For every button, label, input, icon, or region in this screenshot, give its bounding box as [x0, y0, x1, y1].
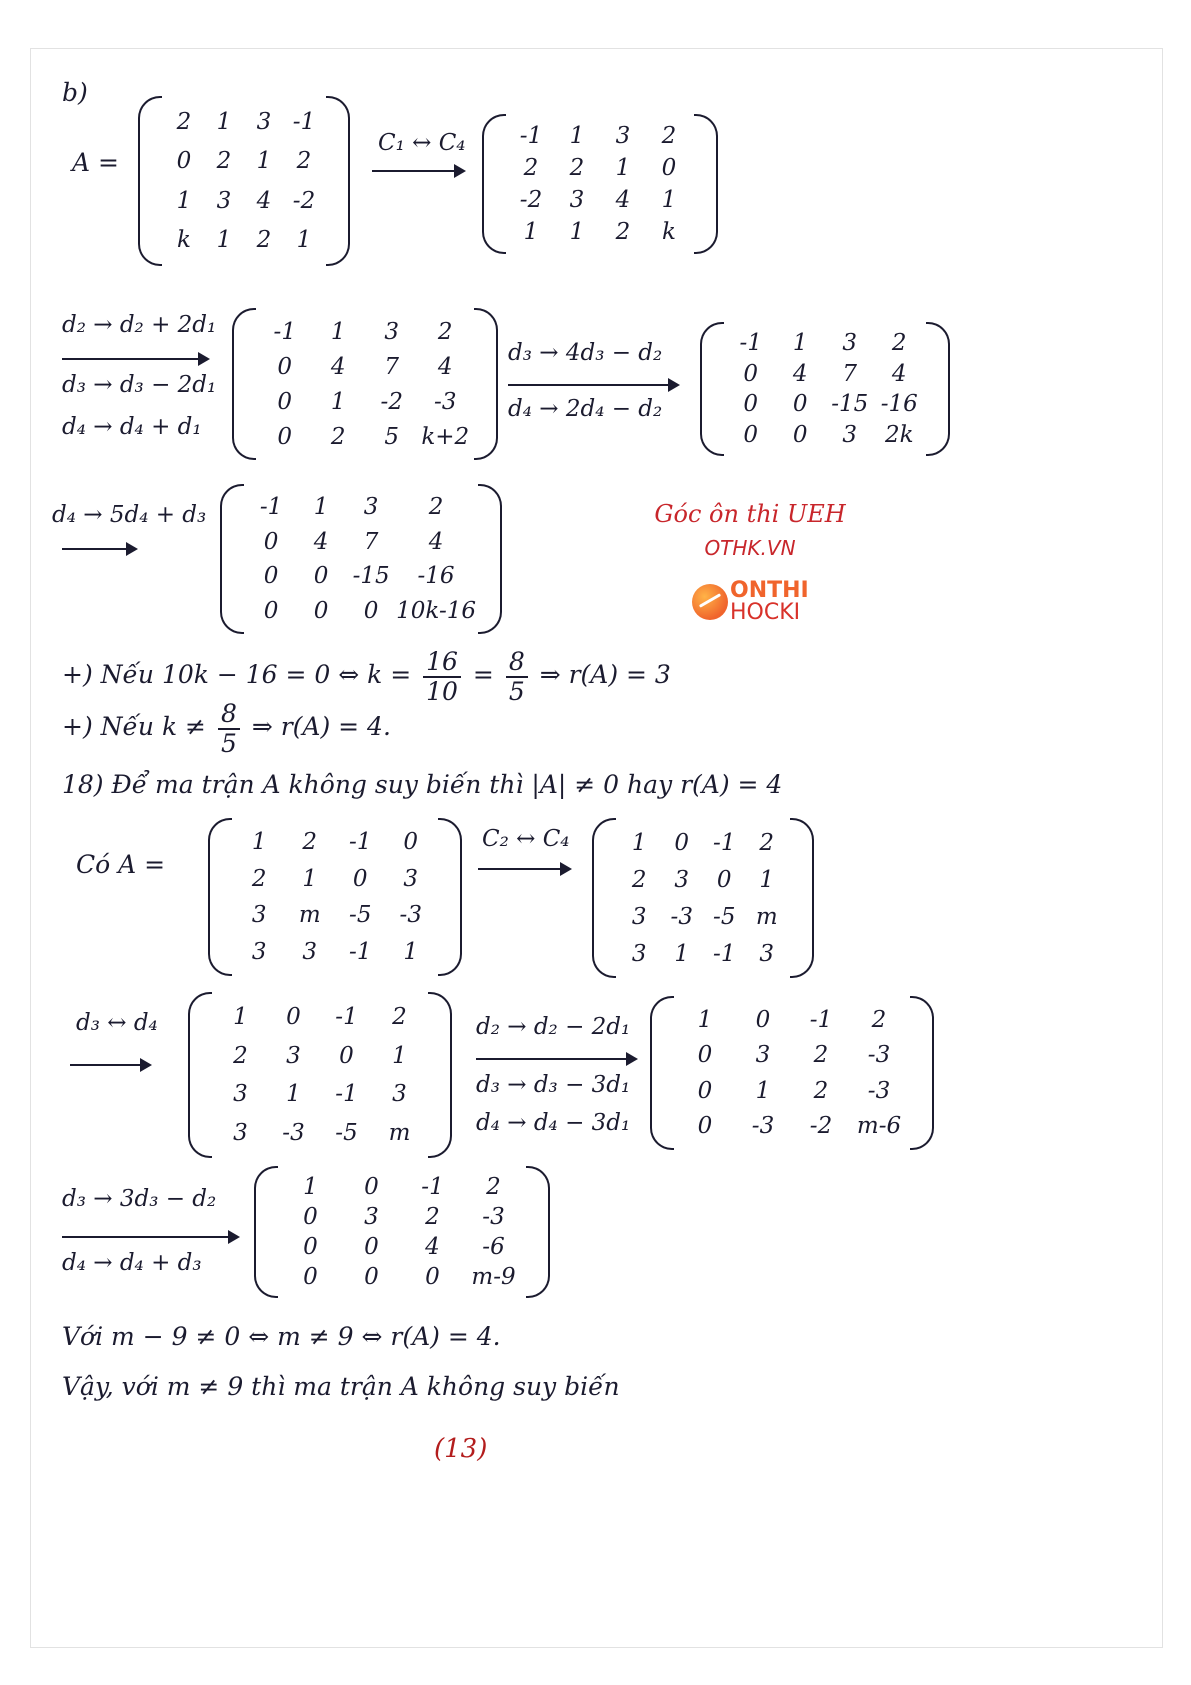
matrix-entry: 2: [813, 1077, 829, 1104]
denominator: 5: [220, 728, 237, 758]
matrix-entry: -16: [417, 563, 455, 590]
arrow: [62, 358, 208, 360]
denominator: 5: [508, 676, 525, 706]
matrix-entry: 3: [631, 903, 647, 930]
matrix-entry: 2: [631, 866, 647, 893]
op-row: d₄ → 5d₄ + d₃: [52, 502, 207, 528]
matrix-entry: 7: [363, 528, 379, 555]
matrix-entry: 7: [384, 353, 400, 380]
matrix-entry: 0: [263, 528, 279, 555]
matrix-grid: [214, 998, 426, 1152]
matrix-entry: 0: [303, 1204, 318, 1230]
matrix-entry: 3: [256, 108, 272, 135]
matrix-entry: 4: [425, 1234, 440, 1260]
matrix-entry: 3: [674, 866, 690, 893]
matrix-entry: 1: [523, 219, 539, 245]
ball-icon: [692, 584, 728, 620]
matrix-entry: 1: [615, 155, 631, 181]
matrix-entry: 0: [792, 421, 808, 448]
matrix-entry: 1: [392, 1042, 407, 1069]
matrix-entry: -1: [809, 1006, 833, 1033]
matrix-entry: 1: [302, 865, 318, 892]
matrix-entry: 1: [330, 318, 346, 345]
matrix-entry: 10k-16: [396, 597, 476, 624]
matrix-entry: 0: [263, 597, 279, 624]
matrix-entry: 3: [615, 123, 631, 149]
q18-matrix-step-1: [592, 818, 814, 978]
matrix-entry: 0: [364, 1174, 379, 1200]
matrix-entry: 1: [697, 1006, 713, 1033]
matrix-entry: 3: [842, 330, 858, 357]
left-bracket: [650, 996, 674, 1150]
matrix-entry: 0: [755, 1006, 771, 1033]
matrix-step-2: [232, 308, 498, 460]
matrix-grid: [618, 824, 788, 972]
matrix-entry: 0: [661, 155, 677, 181]
op-row: d₃ → 4d₃ − d₂: [508, 340, 663, 366]
matrix-entry: 3: [759, 940, 775, 967]
op-row: d₄ → d₄ + d₁: [62, 414, 202, 440]
matrix-entry: 2: [661, 123, 677, 149]
matrix-entry: -3: [282, 1119, 305, 1146]
watermark-site: OTHK.VN: [704, 536, 796, 560]
matrix-entry: 2: [615, 219, 631, 245]
arrow: [478, 868, 570, 870]
matrix-entry: 3: [403, 865, 419, 892]
matrix-entry: 3: [842, 421, 858, 448]
matrix-entry: 3: [233, 1119, 248, 1146]
right-bracket: [326, 96, 350, 266]
matrix-entry: 3: [363, 494, 379, 521]
matrix-entry: 2: [891, 330, 907, 357]
matrix-entry: 3: [384, 318, 400, 345]
watermark-title: Góc ôn thi UEH: [654, 500, 846, 528]
matrix-entry: -1: [292, 108, 316, 135]
matrix-entry: 1: [176, 187, 192, 214]
matrix-entry: 0: [313, 597, 329, 624]
op-col-swap: C₂ ↔ C₄: [482, 826, 570, 852]
matrix-entry: -1: [713, 829, 736, 856]
matrix-entry: 0: [352, 865, 368, 892]
left-bracket: [592, 818, 616, 978]
q18-condition: Với m − 9 ≠ 0 ⇔ m ≠ 9 ⇔ r(A) = 4.: [62, 1322, 501, 1351]
matrix-entry: 3: [631, 940, 647, 967]
matrix-entry: 0: [743, 421, 759, 448]
matrix-step-4: [220, 484, 502, 634]
matrix-entry: 0: [792, 391, 808, 418]
matrix-entry: 1: [330, 388, 346, 415]
matrix-entry: 0: [339, 1042, 354, 1069]
matrix-entry: m-6: [856, 1113, 902, 1140]
matrix-entry: 0: [277, 353, 293, 380]
matrix-entry: 0: [286, 1004, 301, 1031]
page-number: (13): [434, 1434, 488, 1464]
matrix-entry: 0: [697, 1077, 713, 1104]
matrix-entry: 0: [425, 1264, 440, 1290]
matrix-entry: -1: [519, 123, 543, 149]
matrix-entry: -1: [259, 494, 283, 521]
left-bracket: [232, 308, 256, 460]
matrix-entry: 2: [251, 865, 267, 892]
matrix-grid: [234, 824, 436, 970]
op-row: d₂ → d₂ + 2d₁: [62, 312, 217, 338]
matrix-entry: 1: [569, 123, 585, 149]
right-bracket: [926, 322, 950, 456]
left-bracket: [220, 484, 244, 634]
right-bracket: [474, 308, 498, 460]
matrix-entry: 1: [303, 1174, 318, 1200]
left-bracket: [208, 818, 232, 976]
matrix-entry: 0: [743, 360, 759, 387]
q18-A-label: Có A =: [76, 850, 166, 879]
matrix-entry: 1: [661, 187, 677, 213]
logo-text-bottom: HOCKI: [730, 600, 801, 625]
matrix-entry: 2: [302, 829, 318, 856]
matrix-entry: 2: [233, 1042, 248, 1069]
matrix-entry: m: [388, 1119, 411, 1146]
matrix-entry: 2: [523, 155, 539, 181]
matrix-entry: 1: [256, 148, 272, 175]
matrix-entry: 0: [176, 148, 192, 175]
matrix-grid: [164, 102, 324, 260]
matrix-entry: 2: [330, 423, 346, 450]
matrix-entry: 1: [569, 219, 585, 245]
matrix-entry: -3: [670, 903, 693, 930]
matrix-entry: -2: [519, 187, 543, 213]
matrix-entry: 0: [697, 1113, 713, 1140]
matrix-entry: 1: [313, 494, 329, 521]
case-1-suffix: ⇒ r(A) = 3: [539, 660, 671, 689]
op-row: d₄ → d₄ − 3d₁: [476, 1110, 631, 1136]
matrix-entry: 7: [842, 360, 858, 387]
part-b-label: b): [62, 78, 88, 107]
matrix-entry: -5: [335, 1119, 358, 1146]
matrix-grid: [676, 1002, 908, 1144]
matrix-entry: 0: [364, 1234, 379, 1260]
op-row: d₃ → 3d₃ − d₂: [62, 1186, 217, 1212]
arrow: [372, 170, 464, 172]
matrix-entry: 0: [674, 829, 690, 856]
equals: =: [472, 660, 494, 689]
matrix-entry: -1: [349, 829, 372, 856]
matrix-entry: -3: [482, 1204, 505, 1230]
arrow: [70, 1064, 150, 1066]
arrow: [62, 1236, 238, 1238]
matrix-grid: [508, 120, 692, 248]
logo-text-top: ONTHI: [730, 578, 809, 603]
matrix-entry: 4: [428, 528, 444, 555]
matrix-entry: 1: [251, 829, 267, 856]
matrix-entry: 2: [759, 829, 775, 856]
matrix-entry: m: [298, 902, 321, 929]
matrix-entry: 3: [251, 938, 267, 965]
left-bracket: [188, 992, 212, 1158]
matrix-entry: 4: [313, 528, 329, 555]
matrix-entry: -5: [349, 902, 372, 929]
matrix-A-label: A =: [72, 148, 119, 177]
matrix-entry: -3: [434, 388, 457, 415]
matrix-entry: 4: [891, 360, 907, 387]
op-row: d₃ → d₃ − 3d₁: [476, 1072, 631, 1098]
matrix-entry: -1: [335, 1004, 358, 1031]
matrix-entry: 2: [256, 227, 272, 254]
right-bracket: [910, 996, 934, 1150]
matrix-entry: 4: [330, 353, 346, 380]
matrix-entry: 3: [755, 1042, 771, 1069]
matrix-entry: 3: [392, 1081, 407, 1108]
matrix-entry: 1: [631, 829, 647, 856]
matrix-entry: -3: [867, 1042, 891, 1069]
case-2-prefix: +) Nếu k ≠: [62, 712, 206, 741]
left-bracket: [138, 96, 162, 266]
arrow: [508, 384, 678, 386]
op-col-swap: C₁ ↔ C₄: [378, 130, 466, 156]
q18-matrix-step-2: [188, 992, 452, 1158]
left-bracket: [254, 1166, 278, 1298]
matrix-entry: 3: [364, 1204, 379, 1230]
matrix-entry: 1: [216, 227, 232, 254]
matrix-entry: -3: [867, 1077, 891, 1104]
matrix-entry: 1: [792, 330, 808, 357]
matrix-entry: -1: [739, 330, 762, 357]
matrix-entry: 4: [256, 187, 272, 214]
matrix-entry: 0: [743, 391, 759, 418]
matrix-entry: 0: [277, 423, 293, 450]
arrow: [62, 548, 136, 550]
matrix-entry: m-9: [471, 1264, 516, 1290]
matrix-entry: 1: [755, 1077, 771, 1104]
arrow: [476, 1058, 636, 1060]
case-1-prefix: +) Nếu 10k − 16 = 0 ⇔ k =: [62, 660, 412, 689]
matrix-entry: -15: [352, 563, 390, 590]
denominator: 10: [426, 676, 458, 706]
matrix-entry: 2: [428, 494, 444, 521]
matrix-entry: -1: [421, 1174, 444, 1200]
matrix-entry: 1: [403, 938, 419, 965]
fraction: [423, 648, 461, 705]
matrix-entry: 3: [302, 938, 318, 965]
matrix-entry: 5: [384, 423, 400, 450]
matrix-entry: -3: [399, 902, 422, 929]
matrix-grid: [726, 328, 924, 450]
matrix-entry: 3: [569, 187, 585, 213]
matrix-entry: 3: [286, 1042, 301, 1069]
matrix-entry: -1: [349, 938, 372, 965]
matrix-entry: 1: [296, 227, 312, 254]
matrix-entry: 0: [363, 597, 379, 624]
matrix-entry: -1: [273, 318, 296, 345]
matrix-grid: [280, 1172, 524, 1292]
matrix-entry: -3: [751, 1113, 775, 1140]
right-bracket: [438, 818, 462, 976]
q18-conclusion: Vậy, với m ≠ 9 thì ma trận A không suy biến: [62, 1372, 620, 1401]
matrix-entry: 1: [216, 108, 232, 135]
matrix-entry: 2: [296, 148, 312, 175]
op-row: d₃ → d₃ − 2d₁: [62, 372, 217, 398]
op-row-swap: d₃ ↔ d₄: [76, 1010, 158, 1036]
matrix-entry: 2: [813, 1042, 829, 1069]
fraction: [506, 648, 528, 705]
matrix-entry: 0: [716, 866, 732, 893]
matrix-entry: -2: [380, 388, 403, 415]
matrix-entry: -2: [809, 1113, 833, 1140]
matrix-entry: 2: [392, 1004, 407, 1031]
matrix-entry: 0: [303, 1234, 318, 1260]
matrix-entry: 1: [286, 1081, 301, 1108]
case-2: [62, 700, 391, 757]
matrix-entry: 1: [759, 866, 775, 893]
matrix-entry: k+2: [421, 423, 470, 450]
matrix-entry: 2: [425, 1204, 440, 1230]
matrix-step-1: [482, 114, 718, 254]
op-row: d₂ → d₂ − 2d₁: [476, 1014, 631, 1040]
q18-intro: 18) Để ma trận A không suy biến thì |A| ≠ 0 hay r(A) = 4: [62, 770, 783, 799]
right-bracket: [526, 1166, 550, 1298]
matrix-entry: 2: [486, 1174, 501, 1200]
right-bracket: [790, 818, 814, 978]
case-2-suffix: ⇒ r(A) = 4.: [251, 712, 391, 741]
matrix-entry: -15: [831, 391, 869, 418]
matrix-entry: m: [755, 903, 778, 930]
q18-matrix-step-4: [254, 1166, 550, 1298]
matrix-entry: 3: [216, 187, 232, 214]
op-row: d₄ → 2d₄ − d₂: [508, 396, 663, 422]
matrix-entry: 0: [403, 829, 419, 856]
numerator: 16: [423, 648, 461, 678]
q18-matrix-A: [208, 818, 462, 976]
matrix-step-3: [700, 322, 950, 456]
matrix-entry: 0: [303, 1264, 318, 1290]
matrix-grid: [258, 314, 472, 454]
matrix-entry: -6: [482, 1234, 505, 1260]
q18-matrix-step-3: [650, 996, 934, 1150]
matrix-entry: -1: [713, 940, 736, 967]
matrix-entry: 2: [437, 318, 453, 345]
matrix-entry: 4: [792, 360, 808, 387]
matrix-entry: -2: [292, 187, 316, 214]
left-bracket: [700, 322, 724, 456]
matrix-entry: -16: [880, 391, 918, 418]
matrix-entry: 2k: [884, 421, 914, 448]
case-1: [62, 648, 671, 705]
onthi-logo: [692, 580, 809, 624]
matrix-entry: 2: [216, 148, 232, 175]
matrix-entry: 4: [615, 187, 631, 213]
matrix-entry: 2: [569, 155, 585, 181]
numerator: 8: [506, 648, 528, 678]
matrix-entry: 2: [176, 108, 192, 135]
matrix-entry: 3: [251, 902, 267, 929]
matrix-entry: 3: [233, 1081, 248, 1108]
matrix-entry: 0: [313, 563, 329, 590]
matrix-A: [138, 96, 350, 266]
left-bracket: [482, 114, 506, 254]
matrix-entry: 0: [697, 1042, 713, 1069]
matrix-entry: 1: [233, 1004, 248, 1031]
right-bracket: [428, 992, 452, 1158]
matrix-entry: k: [662, 219, 676, 245]
op-row: d₄ → d₄ + d₃: [62, 1250, 202, 1276]
matrix-entry: k: [177, 227, 191, 254]
numerator: 8: [218, 700, 240, 730]
matrix-entry: 0: [263, 563, 279, 590]
matrix-entry: 2: [871, 1006, 887, 1033]
matrix-entry: 0: [364, 1264, 379, 1290]
watermark: [640, 500, 860, 560]
matrix-entry: -1: [335, 1081, 358, 1108]
fraction: [218, 700, 240, 757]
matrix-entry: -5: [713, 903, 736, 930]
matrix-entry: 4: [437, 353, 453, 380]
matrix-entry: 0: [277, 388, 293, 415]
matrix-entry: 1: [674, 940, 690, 967]
matrix-grid: [246, 490, 476, 628]
right-bracket: [694, 114, 718, 254]
right-bracket: [478, 484, 502, 634]
